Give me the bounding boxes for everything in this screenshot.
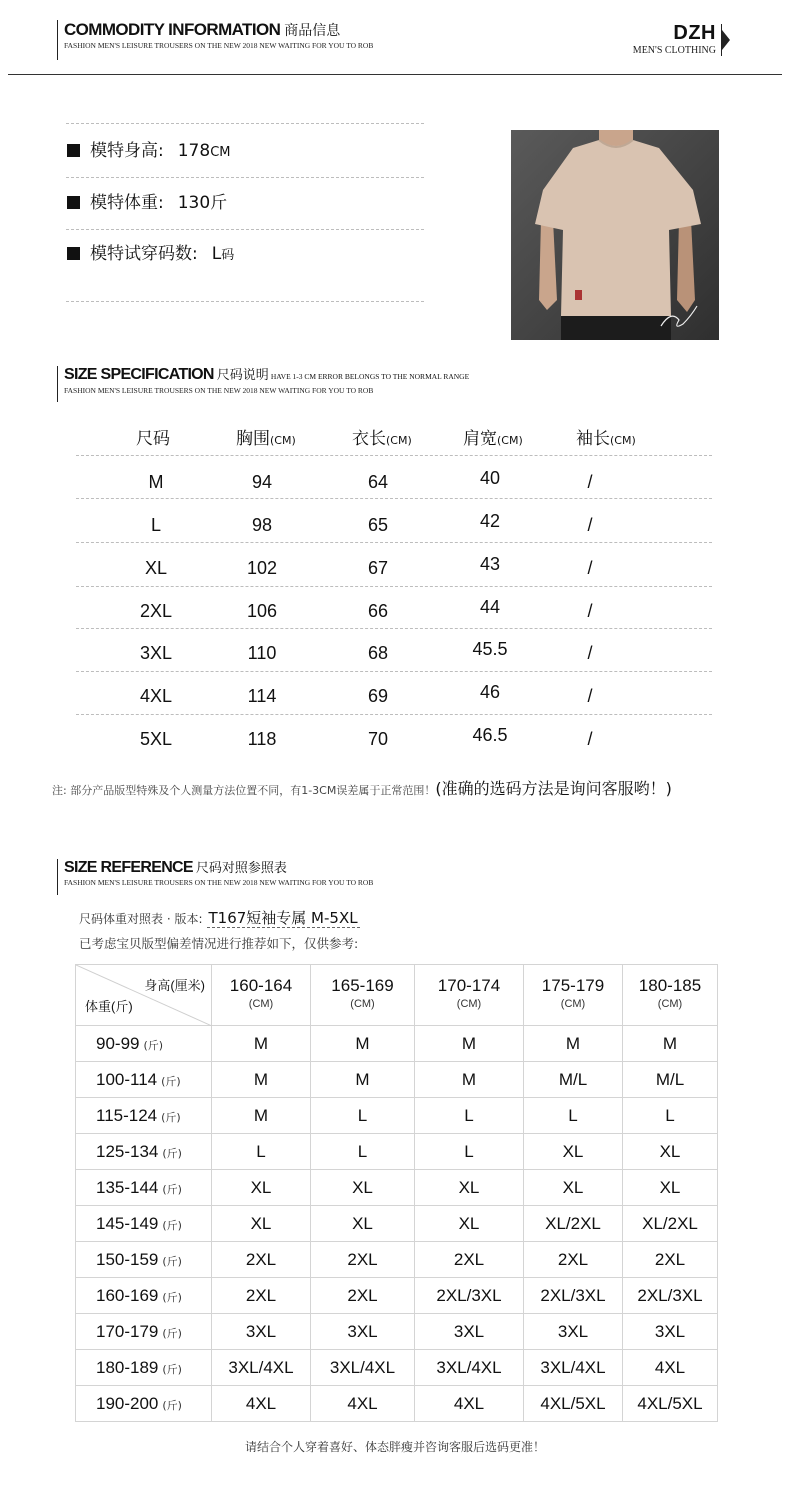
table-cell: L — [415, 1134, 524, 1170]
corner-cell — [76, 965, 212, 1026]
table-cell: 2XL — [311, 1278, 415, 1314]
table-cell: M — [148, 472, 164, 492]
table-cell: XL — [212, 1206, 311, 1242]
table-cell: 2XL/3XL — [524, 1278, 623, 1314]
table-cell: XL/2XL — [524, 1206, 623, 1242]
table-header-row — [76, 965, 718, 1026]
header-subtitle: FASHION MEN'S LEISURE TROUSERS ON THE NEW 2018 NEW WAITING FOR YOU TO ROB — [64, 41, 374, 50]
table-cell: 110 — [247, 643, 277, 663]
table-cell: 2XL/3XL — [623, 1278, 718, 1314]
table-cell: 102 — [246, 558, 278, 578]
table-cell: L — [311, 1134, 415, 1170]
table-cell: 46 — [479, 682, 501, 702]
weight-row-label: 135-144 (斤) — [76, 1170, 212, 1206]
table-cell: XL — [623, 1170, 718, 1206]
spec-header-size: 尺码 — [136, 429, 170, 449]
table-cell: 2XL — [415, 1242, 524, 1278]
weight-row-label: 100-114 (斤) — [76, 1062, 212, 1098]
table-cell: M — [212, 1098, 311, 1134]
table-row — [76, 1134, 718, 1170]
table-cell: M/L — [524, 1062, 623, 1098]
dashed-divider — [76, 455, 712, 456]
table-cell: 3XL — [415, 1314, 524, 1350]
table-cell: 2XL — [311, 1242, 415, 1278]
height-col-header: 180-185 (CM) — [623, 965, 718, 1026]
spec-header-sleeve: 袖长(CM) — [576, 429, 636, 449]
table-cell: 4XL/5XL — [524, 1386, 623, 1422]
table-cell: 3XL/4XL — [311, 1350, 415, 1386]
ref-version-line: 尺码体重对照表 · 版本: T167短袖专属 M-5XL — [79, 909, 358, 927]
spec-header-length: 衣长(CM) — [352, 429, 412, 449]
header-divider — [8, 74, 782, 75]
size-reference-table — [75, 964, 718, 1422]
size-spec-heading — [57, 366, 469, 402]
table-cell: / — [587, 729, 593, 749]
section-title: SIZE REFERENCE 尺码对照参照表 — [64, 859, 287, 876]
section-title: SIZE SPECIFICATION 尺码说明 HAVE 1-3 CM ERROR BELONGS TO THE NORMAL RANGE — [64, 366, 470, 383]
page-title: COMMODITY INFORMATION 商品信息 — [64, 20, 341, 39]
table-cell: XL/2XL — [623, 1206, 718, 1242]
table-cell: 2XL — [524, 1242, 623, 1278]
table-cell: 2XL — [212, 1278, 311, 1314]
bullet-square-icon — [67, 144, 80, 157]
table-cell: M — [524, 1026, 623, 1062]
brand-name: DZH — [673, 22, 716, 44]
bullet-square-icon — [67, 196, 80, 209]
dashed-divider — [76, 628, 712, 629]
table-cell: 69 — [367, 686, 389, 706]
table-cell: 45.5 — [472, 639, 508, 659]
table-cell: 4XL/5XL — [623, 1386, 718, 1422]
footer-note: 请结合个人穿着喜好、体态胖瘦并咨询客服后选码更准！ — [244, 1440, 545, 1454]
dashed-divider — [76, 498, 712, 499]
table-cell: 3XL/4XL — [212, 1350, 311, 1386]
table-cell: 2XL — [139, 601, 173, 621]
table-cell: 3XL/4XL — [524, 1350, 623, 1386]
play-arrow-icon — [722, 30, 730, 50]
table-cell: M — [623, 1026, 718, 1062]
table-row — [76, 1278, 718, 1314]
table-cell: XL — [311, 1206, 415, 1242]
table-cell: / — [587, 558, 593, 578]
table-cell: L — [311, 1098, 415, 1134]
table-cell: 106 — [246, 601, 278, 621]
table-cell: 43 — [479, 554, 501, 574]
table-cell: 114 — [247, 686, 277, 706]
weight-row-label: 90-99 (斤) — [76, 1026, 212, 1062]
table-cell: M/L — [623, 1062, 718, 1098]
table-cell: XL — [415, 1206, 524, 1242]
spec-footnote: 注: 部分产品版型特殊及个人测量方法位置不同，有1-3CM误差属于正常范围！(准确的选码方法是询问客服哟！) — [52, 779, 672, 798]
table-cell: 65 — [367, 515, 389, 535]
dashed-divider — [66, 229, 424, 230]
table-cell: 70 — [367, 729, 389, 749]
spec-header-shoulder: 肩宽(CM) — [463, 429, 523, 449]
table-cell: 98 — [251, 515, 273, 535]
table-cell: 44 — [479, 597, 501, 617]
table-cell: 3XL/4XL — [415, 1350, 524, 1386]
weight-row-label: 125-134 (斤) — [76, 1134, 212, 1170]
table-row — [76, 1170, 718, 1206]
table-cell: 40 — [479, 468, 501, 488]
dashed-divider — [76, 586, 712, 587]
height-col-header: 175-179 (CM) — [524, 965, 623, 1026]
table-cell: / — [587, 643, 593, 663]
table-row — [76, 1026, 718, 1062]
table-cell: 4XL — [623, 1350, 718, 1386]
height-col-header: 160-164 (CM) — [212, 965, 311, 1026]
table-cell: 42 — [479, 511, 501, 531]
table-cell: XL — [311, 1170, 415, 1206]
bullet-square-icon — [67, 247, 80, 260]
table-cell: XL — [524, 1170, 623, 1206]
table-cell: 3XL — [311, 1314, 415, 1350]
commodity-info-header — [57, 20, 374, 60]
table-cell: 3XL — [524, 1314, 623, 1350]
table-cell: M — [415, 1062, 524, 1098]
table-row — [76, 1314, 718, 1350]
size-ref-heading — [57, 859, 374, 895]
weight-row-label: 160-169 (斤) — [76, 1278, 212, 1314]
table-cell: XL — [415, 1170, 524, 1206]
dashed-divider — [66, 301, 424, 302]
weight-row-label: 180-189 (斤) — [76, 1350, 212, 1386]
dashed-divider — [66, 177, 424, 178]
table-cell: 4XL — [212, 1386, 311, 1422]
weight-row-label: 115-124 (斤) — [76, 1098, 212, 1134]
table-cell: 4XL — [415, 1386, 524, 1422]
table-cell: 94 — [251, 472, 273, 492]
table-cell: 4XL — [311, 1386, 415, 1422]
table-cell: L — [524, 1098, 623, 1134]
table-cell: 3XL — [139, 643, 173, 663]
table-cell: 118 — [247, 729, 277, 749]
table-cell: L — [415, 1098, 524, 1134]
table-cell: XL — [623, 1134, 718, 1170]
table-row — [76, 1098, 718, 1134]
table-cell: M — [212, 1026, 311, 1062]
corner-weight-label: 体重(斤) — [85, 999, 133, 1014]
weight-row-label: 170-179 (斤) — [76, 1314, 212, 1350]
brand-tagline: MEN'S CLOTHING — [632, 45, 716, 56]
weight-row-label: 150-159 (斤) — [76, 1242, 212, 1278]
table-cell: 2XL — [623, 1242, 718, 1278]
table-row — [76, 1062, 718, 1098]
dashed-divider — [66, 123, 424, 124]
table-row — [76, 1350, 718, 1386]
table-row — [76, 1206, 718, 1242]
corner-height-label: 身高(厘米) — [144, 978, 205, 993]
model-height-row: 模特身高: 178CM — [67, 140, 230, 164]
table-cell: / — [587, 515, 593, 535]
height-col-header: 165-169 (CM) — [311, 965, 415, 1026]
spec-header-chest: 胸围(CM) — [236, 429, 296, 449]
table-cell: XL — [212, 1170, 311, 1206]
table-cell: L — [212, 1134, 311, 1170]
table-row — [76, 1242, 718, 1278]
table-cell: 3XL — [212, 1314, 311, 1350]
brand-logo — [620, 20, 730, 60]
table-cell: 46.5 — [472, 725, 508, 745]
table-cell: XL — [524, 1134, 623, 1170]
table-cell: M — [415, 1026, 524, 1062]
table-cell: 66 — [367, 601, 389, 621]
table-cell: M — [311, 1026, 415, 1062]
section-subtitle: FASHION MEN'S LEISURE TROUSERS ON THE NEW 2018 NEW WAITING FOR YOU TO ROB — [64, 878, 374, 887]
table-row — [76, 1386, 718, 1422]
table-cell: 4XL — [139, 686, 173, 706]
table-cell: / — [587, 472, 593, 492]
ref-intro-text: 已考虑宝贝版型偏差情况进行推荐如下，仅供参考: — [79, 936, 359, 951]
version-tag: T167短袖专属 M-5XL — [208, 909, 358, 927]
table-cell: 67 — [367, 558, 389, 578]
dashed-divider — [76, 542, 712, 543]
weight-row-label: 190-200 (斤) — [76, 1386, 212, 1422]
table-cell: 3XL — [623, 1314, 718, 1350]
weight-row-label: 145-149 (斤) — [76, 1206, 212, 1242]
table-cell: 2XL — [212, 1242, 311, 1278]
table-cell: 2XL/3XL — [415, 1278, 524, 1314]
table-cell: M — [212, 1062, 311, 1098]
height-col-header: 170-174 (CM) — [415, 965, 524, 1026]
model-size-row: 模特试穿码数: L码 — [67, 243, 234, 267]
table-cell: L — [150, 515, 161, 535]
model-weight-row: 模特体重: 130斤 — [67, 192, 227, 214]
section-subtitle: FASHION MEN'S LEISURE TROUSERS ON THE NEW 2018 NEW WAITING FOR YOU TO ROB — [64, 386, 374, 395]
table-cell: M — [311, 1062, 415, 1098]
dashed-divider — [76, 671, 712, 672]
table-cell: 5XL — [139, 729, 173, 749]
table-cell: 68 — [367, 643, 389, 663]
dashed-divider — [76, 714, 712, 715]
table-cell: L — [623, 1098, 718, 1134]
model-photo — [511, 130, 719, 340]
table-cell: 64 — [367, 472, 389, 492]
table-cell: / — [587, 686, 593, 706]
table-cell: XL — [144, 558, 168, 578]
table-cell: / — [587, 601, 593, 621]
